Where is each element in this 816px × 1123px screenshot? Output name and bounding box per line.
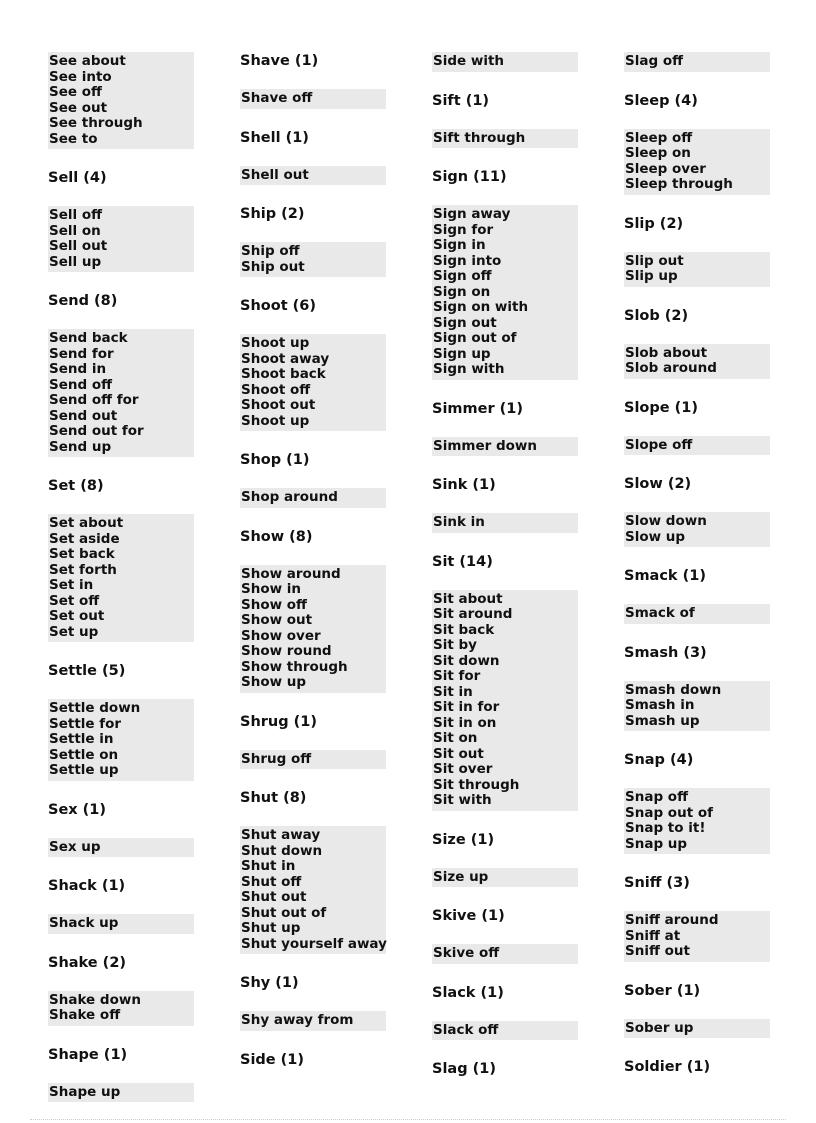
phrasal-verb-box — [48, 52, 194, 149]
phrasal-verb: See through — [49, 115, 143, 131]
phrasal-verb: Shoot out — [241, 397, 316, 413]
phrasal-verb: Shoot up — [241, 335, 310, 351]
verb-heading: Sniff (3) — [624, 875, 690, 891]
phrasal-verb: Shut yourself away — [241, 935, 387, 952]
phrasal-verb-box — [624, 344, 770, 379]
phrasal-verb: Snap out of — [625, 804, 713, 821]
phrasal-verb-box — [624, 52, 770, 72]
verb-heading: Sober (1) — [624, 982, 701, 999]
phrasal-verb-box — [624, 1019, 770, 1039]
phrasal-verb-box — [624, 681, 770, 732]
phrasal-verb: Size up — [433, 868, 489, 885]
phrasal-verb: Show through — [241, 658, 348, 675]
phrasal-verb: Settle up — [49, 762, 119, 778]
phrasal-verb: Shrug off — [241, 750, 312, 767]
verb-heading: Slip (2) — [624, 215, 684, 232]
verb-heading: Set (8) — [48, 478, 104, 494]
verb-heading: Sit (14) — [432, 553, 493, 570]
phrasal-verb: Show in — [241, 581, 302, 597]
phrasal-verb: Show round — [241, 643, 332, 659]
phrasal-verb-box — [48, 914, 194, 934]
phrasal-verb: Sit in on — [433, 714, 497, 731]
phrasal-verb: Settle for — [49, 715, 122, 732]
phrasal-verb-box — [240, 488, 386, 508]
phrasal-verb-box — [432, 944, 578, 964]
phrasal-verb: Slob about — [625, 344, 708, 361]
phrasal-verb-box — [432, 205, 578, 380]
phrasal-verb: Sit for — [433, 668, 481, 684]
phrasal-verb: Snap to it! — [625, 820, 706, 836]
verb-heading: Slow (2) — [624, 476, 692, 492]
phrasal-verb: Sign for — [433, 221, 494, 238]
phrasal-verb: Show up — [241, 674, 307, 690]
phrasal-verb: Slip up — [625, 268, 678, 284]
phrasal-verb: Settle on — [49, 746, 119, 763]
verb-heading: Sell (4) — [48, 170, 107, 186]
verb-heading: Slack (1) — [432, 984, 504, 1001]
phrasal-verb: Set forth — [49, 561, 117, 578]
phrasal-verb: Shake down — [49, 991, 141, 1008]
phrasal-verb: Shut in — [241, 858, 296, 874]
phrasal-verb-box — [432, 513, 578, 533]
verb-heading: Shy (1) — [240, 975, 299, 991]
phrasal-verb: Sober up — [625, 1019, 694, 1036]
phrasal-verb: Settle in — [49, 731, 114, 747]
phrasal-verb: Sleep through — [625, 176, 733, 192]
phrasal-verb-box — [624, 512, 770, 547]
phrasal-verb: Slow down — [625, 513, 707, 529]
phrasal-verb-box — [624, 604, 770, 624]
verb-heading: Shop (1) — [240, 452, 310, 468]
phrasal-verb: Shut up — [241, 920, 301, 936]
footer-divider — [30, 1119, 786, 1120]
phrasal-verb: Sign up — [433, 345, 491, 362]
phrasal-verb: Shack up — [49, 915, 119, 931]
verb-heading: Shut (8) — [240, 790, 307, 806]
phrasal-verb: Shoot back — [241, 366, 326, 382]
phrasal-verb: Settle down — [49, 700, 141, 716]
phrasal-verb: Slack off — [433, 1021, 499, 1038]
phrasal-verb: Smash down — [625, 681, 722, 698]
phrasal-verb: Sit out — [433, 745, 484, 762]
phrasal-verb: Send back — [49, 330, 128, 346]
phrasal-verb: Sex up — [49, 838, 101, 855]
phrasal-verb-box — [432, 437, 578, 457]
phrasal-verb: Slope off — [625, 436, 693, 453]
phrasal-verb: Ship out — [241, 258, 305, 275]
phrasal-verb: Shut off — [241, 873, 302, 890]
phrasal-verb: Sign into — [433, 252, 502, 269]
phrasal-verb-box — [240, 166, 386, 186]
phrasal-verb: Slip out — [625, 252, 684, 269]
phrasal-verb: Sign on with — [433, 299, 529, 315]
verb-heading: Size (1) — [432, 831, 495, 848]
phrasal-verb-box — [240, 1011, 386, 1031]
phrasal-verb: Sit over — [433, 761, 493, 777]
phrasal-verb: Shell out — [241, 166, 309, 183]
phrasal-verb: See to — [49, 130, 98, 147]
phrasal-verb: Sink in — [433, 514, 485, 530]
phrasal-verb: Set in — [49, 577, 94, 593]
phrasal-verb: Slob around — [625, 360, 717, 376]
phrasal-verb: Shake off — [49, 1007, 121, 1023]
phrasal-verb: Sign with — [433, 361, 505, 377]
phrasal-verb: Show off — [241, 596, 307, 613]
verb-heading: Snap (4) — [624, 752, 694, 768]
phrasal-verb: Shy away from — [241, 1012, 354, 1028]
phrasal-verb: Shave off — [241, 90, 313, 106]
verb-heading: Smack (1) — [624, 568, 706, 584]
phrasal-verb: Show out — [241, 612, 313, 628]
verb-heading: Show (8) — [240, 528, 313, 545]
phrasal-verb: Send for — [49, 345, 114, 362]
phrasal-verb: Smash up — [625, 712, 700, 729]
phrasal-verb: Sit around — [433, 606, 513, 622]
verb-heading: Soldier (1) — [624, 1059, 711, 1075]
verb-heading: Sift (1) — [432, 92, 490, 109]
verb-heading: Sex (1) — [48, 801, 107, 818]
phrasal-verb-box — [48, 514, 194, 642]
phrasal-verb: Smack of — [625, 605, 695, 621]
verb-heading: Simmer (1) — [432, 400, 524, 417]
phrasal-verb-box — [48, 206, 194, 272]
phrasal-verb: Shoot up — [241, 412, 310, 429]
phrasal-verb: Sniff around — [625, 912, 719, 928]
phrasal-verb: Sell up — [49, 253, 102, 270]
verb-heading: Settle (5) — [48, 663, 126, 679]
verb-heading: Shrug (1) — [240, 713, 318, 730]
phrasal-verb: Send out — [49, 407, 118, 424]
verb-heading: Sleep (4) — [624, 92, 698, 109]
phrasal-verb: Sit down — [433, 652, 500, 669]
phrasal-verb-box — [240, 334, 386, 431]
phrasal-verb-box — [624, 252, 770, 287]
phrasal-verb: Sign on — [433, 283, 491, 300]
verb-heading: Shack (1) — [48, 878, 126, 894]
phrasal-verb-box — [48, 1083, 194, 1103]
phrasal-verb: Set back — [49, 546, 115, 562]
phrasal-verb: Shape up — [49, 1083, 121, 1100]
phrasal-verb: See out — [49, 99, 108, 116]
phrasal-verb: Sign out of — [433, 330, 517, 346]
phrasal-verb: Simmer down — [433, 437, 538, 454]
phrasal-verb: Ship off — [241, 243, 300, 259]
phrasal-verb: Shoot off — [241, 381, 311, 398]
verb-heading: Slope (1) — [624, 399, 698, 416]
verb-heading: Sink (1) — [432, 477, 496, 493]
phrasal-verb-box — [240, 89, 386, 109]
phrasal-verb: See about — [49, 53, 126, 69]
verb-heading: Ship (2) — [240, 206, 305, 222]
phrasal-verb: Shut out of — [241, 904, 327, 921]
phrasal-verb: Set aside — [49, 530, 120, 547]
verb-heading: Skive (1) — [432, 908, 505, 924]
verb-heading: Shoot (6) — [240, 298, 317, 314]
phrasal-verb: Show around — [241, 565, 341, 582]
phrasal-verb-box — [624, 129, 770, 195]
phrasal-verb: Sign out — [433, 314, 497, 331]
phrasal-verb-box — [432, 590, 578, 811]
phrasal-verb: Slag off — [625, 53, 684, 69]
phrasal-verb: Shop around — [241, 489, 338, 505]
phrasal-verb: Sit in — [433, 683, 473, 700]
phrasal-verb: See into — [49, 68, 112, 85]
phrasal-verb: Sit back — [433, 621, 495, 638]
phrasal-verb: Sign off — [433, 268, 492, 284]
phrasal-verb-box — [240, 565, 386, 693]
phrasal-verb-box — [48, 329, 194, 457]
phrasal-verb-box — [240, 826, 386, 954]
verb-heading: Sign (11) — [432, 169, 507, 185]
phrasal-verb-box — [240, 242, 386, 277]
verb-heading: Shake (2) — [48, 954, 127, 971]
verb-heading: Send (8) — [48, 293, 118, 309]
phrasal-verb: Shoot away — [241, 350, 330, 367]
phrasal-verb: Set about — [49, 515, 124, 531]
phrasal-verb: Snap up — [625, 835, 688, 852]
phrasal-verb-box — [432, 52, 578, 72]
verb-heading: Side (1) — [240, 1051, 305, 1068]
phrasal-verb-box — [432, 1021, 578, 1041]
phrasal-verb: Sit in for — [433, 699, 500, 715]
phrasal-verb: Sift through — [433, 129, 526, 146]
phrasal-verb: Send out for — [49, 423, 144, 439]
phrasal-verb: Sit by — [433, 637, 477, 653]
phrasal-verb: Smash in — [625, 697, 695, 713]
phrasal-verb-box — [432, 129, 578, 149]
phrasal-verb-box — [48, 699, 194, 781]
phrasal-verb: See off — [49, 84, 102, 100]
phrasal-verb-box — [624, 436, 770, 456]
phrasal-verb: Sniff out — [625, 943, 690, 959]
phrasal-verb: Set up — [49, 623, 99, 640]
phrasal-verb: Send in — [49, 361, 107, 377]
phrasal-verb: Sign away — [433, 206, 511, 222]
phrasal-verb-box — [624, 788, 770, 854]
verb-heading: Shave (1) — [240, 53, 319, 69]
phrasal-verb: Set out — [49, 608, 105, 624]
phrasal-verb: Skive off — [433, 945, 500, 961]
phrasal-verb: Sleep on — [625, 145, 691, 161]
verb-heading: Slag (1) — [432, 1061, 496, 1077]
phrasal-verb: Sit about — [433, 590, 503, 607]
phrasal-verb: Send off — [49, 376, 113, 393]
phrasal-verb: Sign in — [433, 237, 486, 253]
phrasal-verb: Shut down — [241, 842, 323, 859]
phrasal-verb: Sell on — [49, 222, 101, 239]
phrasal-verb: Set off — [49, 592, 100, 609]
phrasal-verb: Send up — [49, 438, 112, 455]
phrasal-verb-box — [48, 838, 194, 858]
phrasal-verb-box — [624, 911, 770, 962]
verb-heading: Shape (1) — [48, 1046, 128, 1063]
verb-heading: Smash (3) — [624, 644, 707, 661]
phrasal-verb: Snap off — [625, 789, 689, 805]
phrasal-verb-box — [432, 868, 578, 888]
phrasal-verb: Sell off — [49, 207, 103, 223]
verb-heading: Shell (1) — [240, 129, 309, 146]
phrasal-verb: Show over — [241, 627, 321, 644]
phrasal-verb-box — [48, 991, 194, 1026]
phrasal-verb: Shut away — [241, 827, 321, 843]
phrasal-verb: Sleep over — [625, 160, 706, 177]
phrasal-verb: Sniff at — [625, 927, 681, 944]
phrasal-verb: Sleep off — [625, 129, 693, 146]
phrasal-verb: Send off for — [49, 392, 139, 408]
phrasal-verb: Sell out — [49, 238, 108, 254]
verb-heading: Slob (2) — [624, 307, 689, 324]
phrasal-verb: Sit on — [433, 730, 478, 746]
phrasal-verb: Slow up — [625, 528, 686, 545]
phrasal-verb: Side with — [433, 53, 505, 69]
phrasal-verb: Sit with — [433, 792, 492, 808]
phrasal-verb: Shut out — [241, 889, 307, 905]
phrasal-verb-box — [240, 750, 386, 770]
phrasal-verb: Sit through — [433, 776, 520, 793]
